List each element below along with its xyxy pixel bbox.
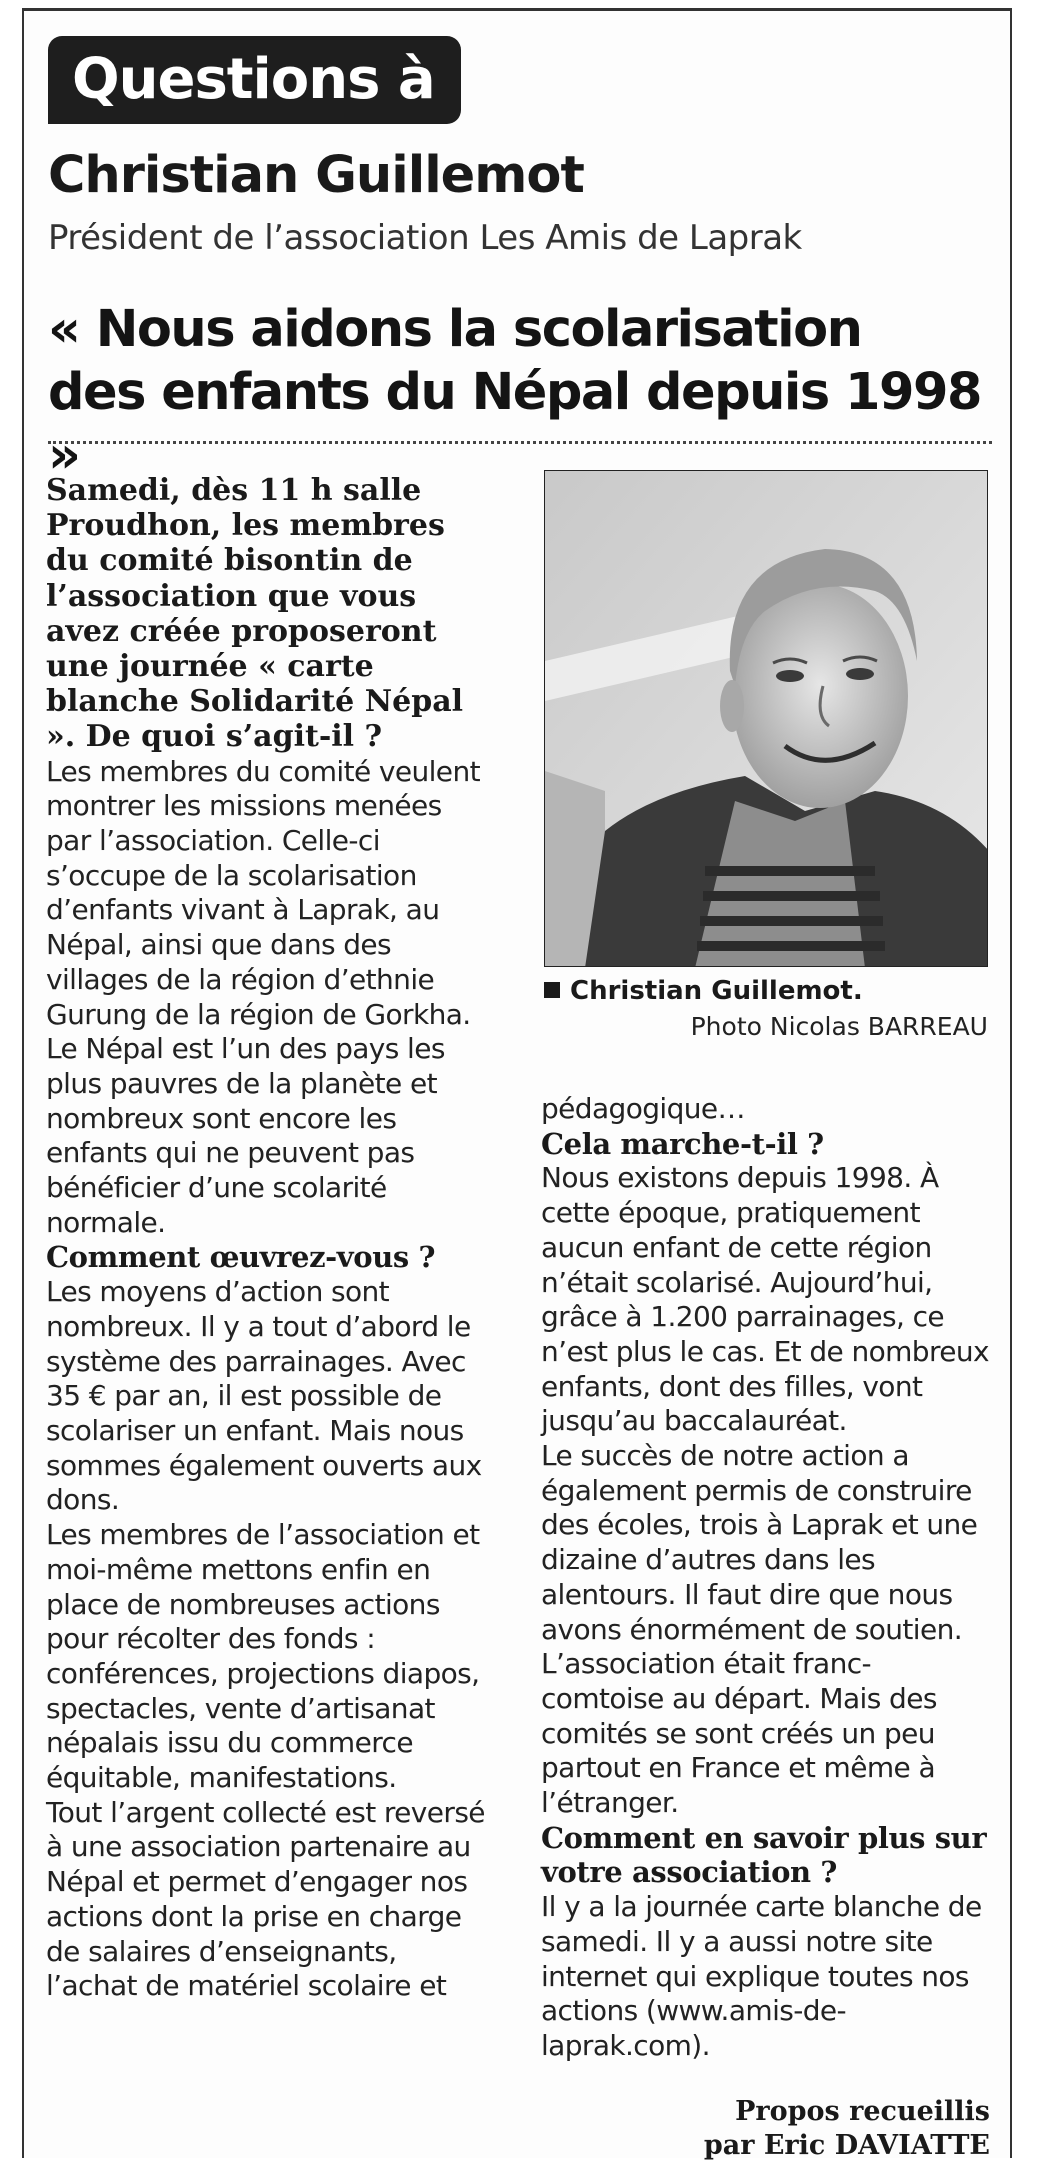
portrait-illustration	[545, 471, 988, 967]
headline-line-2: des enfants du Népal depuis 1998 »	[48, 363, 981, 485]
right-column	[541, 1092, 991, 2064]
headline-line-1: « Nous aidons la scolarisation	[48, 300, 862, 359]
byline	[704, 2095, 990, 2163]
answer-paragraph: Les membres du comité veulent montrer les missions menées par l’association. Celle-ci s’occupe de la scolarisation d’enfants vivant à Laprak, au Népal, ainsi que dans des villages de la région d’ethnie Gurung de la région de Gorkha.	[46, 754, 480, 1031]
section-kicker: Questions à	[48, 36, 461, 124]
interviewee-name: Christian Guillemot	[48, 146, 584, 205]
byline-line-1: Propos recueillis	[735, 2096, 990, 2127]
question-heading: Cela marche-t-il ?	[541, 1126, 824, 1161]
question-heading: Comment en savoir plus sur votre association ?	[541, 1820, 987, 1890]
answer-paragraph: Les moyens d’action sont nombreux. Il y a tout d’abord le système des parrainages. Avec 35 € par an, il est possible de scolariser un enfant. Mais nous sommes également ouverts aux dons.	[46, 1275, 482, 1517]
portrait-photo	[544, 470, 988, 967]
article-headline	[48, 298, 1008, 487]
lead-question: Samedi, dès 11 h salle Proudhon, les membres du comité bisontin de l’association que vous avez créée proposeront une journée « carte blanche Solidarité Népal ». De quoi s’agit-il ?	[46, 473, 464, 755]
interviewee-role: Président de l’association Les Amis de Laprak	[48, 218, 802, 258]
photo-caption	[544, 976, 988, 1041]
byline-line-2: par Eric DAVIATTE	[703, 2130, 990, 2161]
photo-credit: Photo Nicolas BARREAU	[690, 1012, 988, 1041]
left-column	[46, 473, 486, 2004]
dotted-divider	[48, 441, 992, 444]
answer-paragraph: Il y a la journée carte blanche de samedi. Il y a aussi notre site internet qui explique toutes nos actions (www.amis-de-laprak.com).	[541, 1890, 982, 2062]
continued-text: pédagogique…	[541, 1092, 745, 1125]
caption-text: Christian Guillemot.	[570, 976, 863, 1006]
answer-paragraph: Le succès de notre action a également permis de construire des écoles, trois à Laprak et une dizaine d’autres dans les alentours. Il faut dire que nous avons énormément de soutien. L’association était franc-comtoise au départ. Mais des comités se sont créés un peu partout en France et même à l’étranger.	[541, 1439, 978, 1820]
answer-paragraph: Tout l’argent collecté est reversé à une association partenaire au Népal et permet d’engager nos actions dont la prise en charge de salaires d’enseignants, l’achat de matériel scolaire et	[46, 1795, 485, 2003]
caption-square-icon	[544, 982, 560, 998]
question-heading: Comment œuvrez-vous ?	[46, 1240, 436, 1275]
answer-paragraph: Les membres de l’association et moi-même mettons enfin en place de nombreuses actions pour récolter des fonds : conférences, projections diapos, spectacles, vente d’artisanat népalais issu du commerce équitable, manifestations.	[46, 1518, 480, 1795]
answer-paragraph: Le Népal est l’un des pays les plus pauvres de la planète et nombreux sont encore les enfants qui ne peuvent pas bénéficier d’une scolarité normale.	[46, 1032, 445, 1239]
answer-paragraph: Nous existons depuis 1998. À cette époque, pratiquement aucun enfant de cette région n’était scolarisé. Aujourd’hui, grâce à 1.200 parrainages, ce n’est plus le cas. Et de nombreux enfants, dont des filles, vont jusqu’au baccalauréat.	[541, 1161, 990, 1438]
